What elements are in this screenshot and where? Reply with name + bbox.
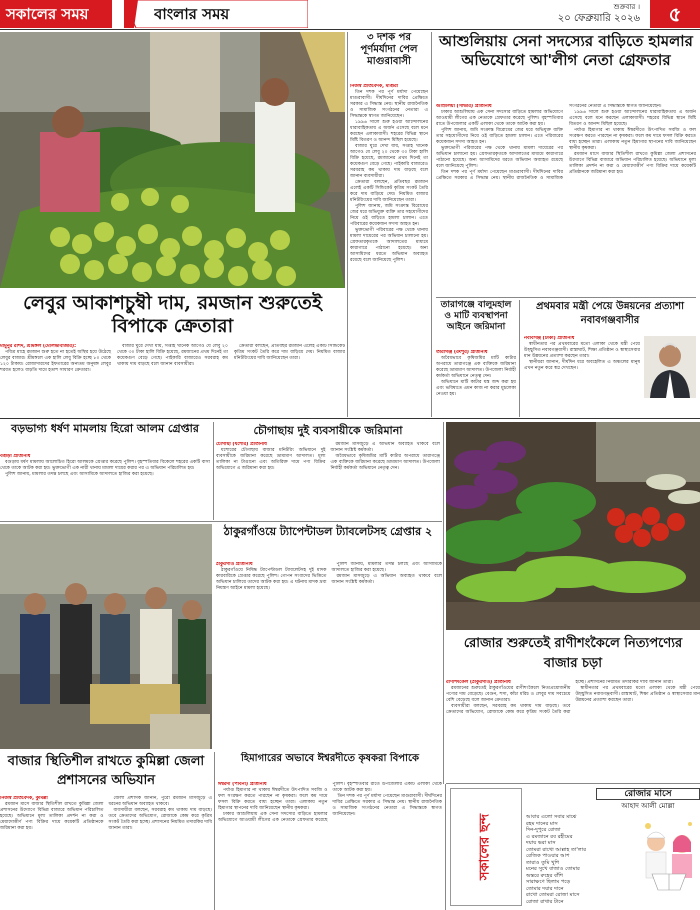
lemon-para-3: ক্রেতারা বলছেন, প্রতিবছর রমজান এলেই একটি সিন্ডিকেট কৃত্রিম সংকট তৈরি করে দাম বাড়িয়ে দেয়। নিয়মিত বাজার মনিটরিংয়ের দাবি জানিয়েছেন তারা। (234, 344, 345, 361)
fine-headline: চৌগাছায় দুই ব্যবসায়ীকে জরিমানা (253, 424, 403, 437)
poem-line: তারাও তুমি খুশি (526, 859, 560, 866)
farmer-body (218, 782, 442, 910)
comilla-headline: বাজার স্থিতিশীল রাখতে কুমিল্লা জেলা প্রশাসনের অভিযান (7, 754, 205, 788)
section-banner (124, 0, 308, 28)
tablet-para-3: রমজান মাসজুড়ে এ অভিযান অব্যাহত থাকবে বলে জানান সংশ্লিষ্ট কর্মকর্তা। (331, 574, 442, 585)
lemon-headline: লেবুর আকাশচুম্বী দাম, রমজান শুরুতেই বিপাকে ক্রেতারা (23, 292, 322, 337)
page-number-box (650, 0, 700, 28)
army-para-5: ১৯৯৬ সালে শুরু হওয়া আন্দোলনের ধারাবাহিকতায় এ অর্জন এসেছে বলে মনে করছেন এলাকাবাসী। শহরের বিভিন্ন স্থানে মিষ্টি বিতরণ ও আনন্দ মিছিল হয়েছে। (569, 110, 696, 127)
fine-para-2: রমজান মাসজুড়ে এ অভিযান অব্যাহত থাকবে বলে জানান সংশ্লিষ্ট কর্মকর্তা। (330, 442, 440, 453)
poem-line: দয়ায় ভরা মাস (526, 840, 556, 846)
brand-logo (0, 0, 112, 28)
poem-line: দিন-দুপুরে রোজা (526, 827, 561, 833)
rule-farmer-poem (445, 784, 446, 910)
rule-mid (0, 418, 700, 419)
page-number: ৫ (668, 2, 682, 26)
rape-body (0, 454, 210, 518)
army-para-6: পর্যাপ্ত হিমাগার না থাকায় ঈশ্বরদীতে উৎপাদিত সবজি ও ফল সংরক্ষণ করতে পারছেন না কৃষকরা। ফলে কম দামে ফসল বিক্রি করতে বাধ্য হচ্ছেন তারা। এলাকায় নতুন হিমাগার স্থাপনের দাবি জানিয়েছেন স্থানীয় কৃষকরা। (569, 128, 696, 151)
tablet-para-2: পুলিশ জানায়, মামলার তদন্ত চলছে এবং আসামিকে আদালতে হাজির করা হয়েছে। (331, 562, 442, 573)
poem-line: রহম দানের মাস (526, 820, 558, 827)
puratan-para-4: ক্রেতারা বলছেন, প্রতিবছর রমজান এলেই একটি সিন্ডিকেট কৃত্রিম সংকট তৈরি করে দাম বাড়িয়ে দেয়। নিয়মিত বাজার মনিটরিংয়ের দাবি জানিয়েছেন তারা। (350, 180, 428, 203)
poem-line: রোজা রাখার টানে (526, 898, 564, 905)
pm-para-2: স্থানীয়রা জানান, দীর্ঘদিন ধরে অবহেলিত এ অঞ্চলের মানুষ এখন নতুন করে স্বপ্ন দেখছেন। (524, 360, 640, 371)
rule-fine-bottom (0, 521, 442, 522)
comilla-body (0, 796, 212, 910)
children-illustration (638, 818, 700, 906)
puratan-para-1: তিন দশক পর পূর্ণ মর্যাদা পেয়েছেন মাগুরাবাসী। দীর্ঘদিনের দাবির প্রেক্ষিতে সরকার এ সিদ্ধান্ত নেয়। স্থানীয় রাজনৈতিক ও সামাজিক সংগঠনের নেতারা এ সিদ্ধান্তকে স্বাগত জানিয়েছেন। (350, 90, 428, 119)
puratan-para-2: ১৯৯৬ সালে শুরু হওয়া আন্দোলনের ধারাবাহিকতায় এ অর্জন এসেছে বলে মনে করছেন এলাকাবাসী। শহরের বিভিন্ন স্থানে মিষ্টি বিতরণ ও আনন্দ মিছিল হয়েছে। (350, 120, 428, 143)
lemon-para-1: পবিত্র মাহে রমজান শুরু হতে না হতেই অস্থির হয়ে উঠেছে লেবুর বাজার। শ্রীমঙ্গলে এক হালি লেবু বিক্রি হচ্ছে ৮০ থেকে ১২০ টাকায়। রোজাদারদের ইফতারের অন্যতম অনুষঙ্গ লেবুর শরবত হলেও বাড়তি দামে হতাশ সাধারণ ক্রেতারা। (0, 350, 111, 373)
poem-line: অন্তরে রুহের বাঁশি (526, 872, 563, 879)
market-body (446, 680, 700, 780)
comilla-para-1: রমজান মাসে বাজার স্থিতিশীল রাখতে কুমিল্লা জেলা প্রশাসনের উদ্যোগে বিভিন্ন বাজারে অভিযান পরিচালিত হয়েছে। অভিযানে মূল্য তালিকা প্রদর্শন না করা ও মেয়াদোত্তীর্ণ পণ্য বিক্রির দায়ে কয়েকটি প্রতিষ্ঠানকে জরিমানা করা হয়। (0, 802, 104, 831)
market-para-2: ব্যবসায়ীরা বলছেন, সরবরাহ কম থাকায় দাম বাড়ছে। তবে ক্রেতাদের অভিযোগ, রোজাকে কেন্দ্র করে কৃত্রিম সংকট তৈরি করা হচ্ছে। প্রশাসনের নিয়মিত তদারকির দাবি জানান তারা। (446, 680, 674, 715)
vegetable-market-photo (446, 422, 700, 630)
lemon-byline: মামুনুর রশিদ, শ্রীমঙ্গল (মৌলভীবাজার): (0, 344, 77, 349)
rule-sand-pm (519, 300, 520, 417)
comilla-para-2: জেলা প্রশাসক জানান, পুরো রমজান মাসজুড়ে এ ধরনের অভিযান অব্যাহত থাকবে। (108, 796, 212, 807)
brand-name: সকালের সময় (6, 5, 89, 23)
pm-byline: নবাবগঞ্জ (ঢাকা) প্রতিনিধি (524, 336, 575, 341)
rule-army-bottom (436, 297, 696, 298)
rape-headline: বড়ভাগ্য ধর্ষণ মামলায় হিরো আলম গ্রেপ্তার (11, 422, 199, 435)
rule-lemon-puratan (347, 32, 348, 417)
poem-line: তোমরা রাখো আল্লাহ তা'লার (526, 846, 587, 853)
army-para-7: রমজান মাসে বাজার স্থিতিশীল রাখতে কুমিল্লা জেলা প্রশাসনের উদ্যোগে বিভিন্ন বাজারে অভিযান পরিচালিত হয়েছে। অভিযানে মূল্য তালিকা প্রদর্শন না করা ও মেয়াদোত্তীর্ণ পণ্য বিক্রির দায়ে কয়েকটি প্রতিষ্ঠানকে জরিমানা করা হয়। (569, 152, 696, 175)
minister-portrait (644, 336, 696, 398)
poem-line: এ রমজানে রব রহীমের (526, 833, 573, 840)
rule-market-bottom (446, 783, 700, 784)
lemon-market-photo (0, 32, 345, 288)
poem-title: রোজার মাসে (596, 788, 700, 800)
header-date: ২০ ফেব্রুয়ারি ২০২৬ (557, 13, 640, 24)
rape-para-2: পুলিশ জানায়, মামলার তদন্ত চলছে এবং আসামিকে আদালতে হাজির করা হয়েছে। (5, 472, 154, 477)
puratan-byline: নিজস্ব প্রতিবেদক, মাগুরা (350, 84, 398, 89)
army-para-3: ভুক্তভোগী পরিবারের পক্ষ থেকে থানায় মামলা দায়েরের পর অভিযান চালানো হয়। গ্রেফতারকৃতকে আদালতের মাধ্যমে কারাগারে পাঠানো হয়েছে। অন্য আসামিদের ধরতে অভিযান অব্যাহত রয়েছে বলে জানিয়েছে পুলিশ। (436, 146, 563, 169)
tablet-byline: ঠাকুরগাঁও প্রতিনিধি (216, 562, 253, 567)
market-para-1: রমজানের শুরুতেই ঠাকুরগাঁওয়ের রাণীশংকৈলে নিত্যপ্রয়োজনীয় পণ্যের দাম বেড়েছে। বেগুন, শসা, কাঁচা মরিচ ও লেবুর দাম সবচেয়ে বেশি বেড়েছে বলে জানান ক্রেতারা। (446, 686, 571, 703)
army-headline: আশুলিয়ায় সেনা সদস্যের বাড়িতে হামলার অভিযোগে আ'লীগ নেতা গ্রেফতার (439, 32, 693, 69)
farmer-byline: ঈশ্বরদী (পাবনা) প্রতিনিধি (218, 782, 267, 787)
rule-rape-fine (213, 422, 214, 520)
children-reading-illustration (638, 818, 700, 906)
tablet-body (216, 562, 442, 632)
rule-puratan-army (431, 32, 432, 417)
farmer-para-1: পর্যাপ্ত হিমাগার না থাকায় ঈশ্বরদীতে উৎপাদিত সবজি ও ফল সংরক্ষণ করতে পারছেন না কৃষকরা। ফলে কম দামে ফসল বিক্রি করতে বাধ্য হচ্ছেন তারা। এলাকায় নতুন হিমাগার স্থাপনের দাবি জানিয়েছেন স্থানীয় কৃষকরা। (218, 788, 328, 811)
market-headline: রোজার শুরুতেই রাণীশংকৈলে নিত্যপণ্যের বাজার চড়া (463, 636, 683, 671)
puratan-headline: ৩ দশক পর পূর্ণমর্যাদা পেল মাগুরাবাসী (360, 32, 418, 67)
lemon-para-2: বাজার ঘুরে দেখা যায়, সপ্তাহ খানেক আগেও যে লেবু ২০ থেকে ৩০ টাকা হালি বিক্রি হয়েছে, রমজানের প্রথম দিনেই তা কয়েকগুণ বেড়ে গেছে। পাইকারি বাজারেও সরবরাহ কম থাকায় দাম বাড়ছে বলে জানান ব্যবসায়ীরা। (117, 344, 228, 367)
army-body (436, 104, 696, 294)
header-day: শুক্রবার । (613, 3, 640, 11)
poem-line: রেজিক পাওয়ার আশ (526, 853, 570, 859)
poem-box (526, 788, 700, 908)
army-para-4: তিন দশক পর পূর্ণ মর্যাদা পেয়েছেন মাগুরাবাসী। দীর্ঘদিনের দাবির প্রেক্ষিতে সরকার এ সিদ্ধান্ত নেয়। স্থানীয় রাজনৈতিক ও সামাজিক সংগঠনের নেতারা এ সিদ্ধান্তকে স্বাগত জানিয়েছেন। (436, 104, 662, 181)
puratan-body (350, 84, 428, 414)
comilla-para-3: ব্যবসায়ীরা বলছেন, সরবরাহ কম থাকায় দাম বাড়ছে। তবে ক্রেতাদের অভিযোগ, রোজাকে কেন্দ্র করে কৃত্রিম সংকট তৈরি করা হচ্ছে। প্রশাসনের নিয়মিত তদারকির দাবি জানান তারা। (108, 808, 212, 831)
farmer-para-2: ঢাকার আশুলিয়ায় এক সেনা সদস্যের বাড়িতে হামলার অভিযোগে আওয়ামী লীগের এক নেতাকে গ্রেফতার করেছে পুলিশ। বৃহস্পতিবার রাতে উপজেলার একটি এলাকা থেকে তাকে আটক করা হয়। (218, 782, 442, 823)
page-header (0, 0, 700, 30)
poem-line: মনের সুখে বাজাও তোমার (526, 866, 580, 872)
poem-line: তোমার দয়ার দানে (526, 885, 564, 892)
vegetable-photo-illustration (446, 422, 700, 630)
poem-line: আবার এলো সবার মাঝে (526, 814, 577, 820)
tablet-headline: ঠাকুরগাঁওয়ে ট্যাপেন্টাডল ট্যাবলেটসহ গ্রেপ্তার ২ (223, 525, 433, 538)
officials-photo-illustration (0, 524, 212, 749)
sand-para-1: অবৈধভাবে কৃষিজমির মাটি কাটার অপরাধে তারাগঞ্জে এক ব্যক্তিকে জরিমানা করেছে ভ্রাম্যমাণ আদালত। উপজেলা নির্বাহী কর্মকর্তা অভিযানে নেতৃত্ব দেন। (436, 356, 516, 379)
poem-line: সারাক্ষণে ছিলাম পড়ে (526, 879, 571, 885)
sand-body (436, 350, 516, 416)
lemon-photo-illustration (0, 32, 345, 288)
lemon-body (0, 344, 345, 416)
minister-portrait-illustration (644, 336, 696, 398)
fine-body (216, 442, 440, 518)
rape-byline: বগুড়া প্রতিনিধি (0, 454, 31, 459)
market-byline: রাণীশংকৈল (ঠাকুরগাঁও) প্রতিনিধি (446, 680, 511, 685)
fine-para-1: যশোরের চৌগাছায় বাজার মনিটরিং অভিযানে দুই ব্যবসায়ীকে জরিমানা করেছে ভ্রাম্যমাণ আদালত। মূল্য তালিকা না টাঙানো এবং অতিরিক্ত দামে পণ্য বিক্রির অভিযোগে এ জরিমানা করা হয়। (216, 448, 326, 471)
pm-para-1: স্বাধীনতার পর প্রথমবারের মতো এলাকা থেকে মন্ত্রী পেয়ে উচ্ছ্বসিত নবাবগঞ্জবাসী। রাস্তাঘাট, শিক্ষা প্রতিষ্ঠান ও স্বাস্থ্যসেবার মান উন্নয়নের প্রত্যাশা করছেন তারা। (524, 342, 640, 359)
fine-para-3: অবৈধভাবে কৃষিজমির মাটি কাটার অপরাধে তারাগঞ্জে এক ব্যক্তিকে জরিমানা করেছে ভ্রাম্যমাণ আদালত। উপজেলা নির্বাহী কর্মকর্তা অভিযানে নেতৃত্ব দেন। (330, 454, 440, 471)
sand-byline: তারাগঞ্জ (রংপুর) প্রতিনিধি (436, 350, 488, 355)
rule-tablet-market (443, 422, 444, 784)
poem-line: রাখো তোমরা রোজা মাসে (526, 892, 580, 898)
section-title: বাংলার সময় (154, 5, 230, 23)
comilla-byline: নিজস্ব প্রতিবেদক, কুমিল্লা (0, 796, 48, 801)
comilla-officials-photo (0, 524, 212, 749)
header-rule (0, 29, 700, 30)
sand-para-2: অভিযানে মাটি কাটার যন্ত্র জব্দ করা হয় এবং ভবিষ্যতে এমন কাজ না করার মুচলেকা নেওয়া হয়। (436, 380, 516, 397)
puratan-para-5: পুলিশ জানায়, জমি সংক্রান্ত বিরোধের জের ধরে অভিযুক্ত ব্যক্তি তার সহযোগীদের নিয়ে ওই বাড়িতে হামলা চালান। এতে পরিবারের কয়েকজন সদস্য আহত হন। (350, 204, 428, 227)
farmer-headline: হিমাগারের অভাবে ঈশ্বরদীতে কৃষকরা বিপাকে (241, 753, 419, 764)
pm-body (524, 336, 640, 416)
puratan-para-6: ভুক্তভোগী পরিবারের পক্ষ থেকে থানায় মামলা দায়েরের পর অভিযান চালানো হয়। গ্রেফতারকৃতকে আদালতের মাধ্যমে কারাগারে পাঠানো হয়েছে। অন্য আসামিদের ধরতে অভিযান অব্যাহত রয়েছে বলে জানিয়েছে পুলিশ। (350, 228, 428, 263)
poem-lines (526, 814, 636, 908)
sand-headline: তারাগঞ্জে বালুমহাল ও মাটি ব্যবস্থাপনা আইনে জরিমানা (440, 300, 512, 332)
fine-byline: চৌগাছা (যশোর) প্রতিনিধি (216, 442, 267, 447)
tablet-para-1: ঠাকুরগাঁওয়ে নিষিদ্ধ ট্যাপেন্টাডল ট্যাবলেটসহ দুই মাদক কারবারিকে গ্রেপ্তার করেছে পুলিশ। গোপন সংবাদের ভিত্তিতে অভিযান চালিয়ে তাদের আটক করা হয়। এ ঘটনায় মাদক দ্রব্য নিয়ন্ত্রণ আইনে মামলা হয়েছে। (216, 568, 327, 591)
farmer-para-3: তিন দশক পর পূর্ণ মর্যাদা পেয়েছেন মাগুরাবাসী। দীর্ঘদিনের দাবির প্রেক্ষিতে সরকার এ সিদ্ধান্ত নেয়। স্থানীয় রাজনৈতিক ও সামাজিক সংগঠনের নেতারা এ সিদ্ধান্তকে স্বাগত জানিয়েছেন। (332, 794, 442, 817)
rape-para-1: বগুড়ায় ধর্ষণ মামলায় আলোচিত হিরো আলমকে গ্রেপ্তার করেছে পুলিশ। বৃহস্পতিবার বিকেলে শহরের একটি বাসা থেকে তাকে আটক করা হয়। ভুক্তভোগী এক নারী থানায় মামলা দায়ের করার পর এ অভিযান পরিচালিত হয়। (0, 460, 210, 471)
sokaler-chhondo-box (450, 788, 522, 906)
sokaler-chhondo-label: সকালের ছন্দ (477, 813, 493, 881)
army-para-1: ঢাকার আশুলিয়ায় এক সেনা সদস্যের বাড়িতে হামলার অভিযোগে আওয়ামী লীগের এক নেতাকে গ্রেফতার করেছে পুলিশ। বৃহস্পতিবার রাতে উপজেলার একটি এলাকা থেকে তাকে আটক করা হয়। (436, 110, 563, 127)
puratan-para-3: বাজার ঘুরে দেখা যায়, সপ্তাহ খানেক আগেও যে লেবু ২০ থেকে ৩০ টাকা হালি বিক্রি হয়েছে, রমজানের প্রথম দিনেই তা কয়েকগুণ বেড়ে গেছে। পাইকারি বাজারেও সরবরাহ কম থাকায় দাম বাড়ছে বলে জানান ব্যবসায়ীরা। (350, 144, 428, 179)
market-para-3: স্বাধীনতার পর প্রথমবারের মতো এলাকা থেকে মন্ত্রী পেয়ে উচ্ছ্বসিত নবাবগঞ্জবাসী। রাস্তাঘাট, শিক্ষা প্রতিষ্ঠান ও স্বাস্থ্যসেবার মান উন্নয়নের প্রত্যাশা করছেন তারা। (575, 686, 700, 703)
rule-comilla-farmer (214, 752, 215, 910)
pm-headline: প্রথমবার মন্ত্রী পেয়ে উন্নয়নের প্রত্যাশা নবাবগঞ্জবাসীর (536, 301, 684, 326)
army-byline: আশুলিয়া (সাভার) প্রতিনিধি (436, 104, 492, 109)
army-para-2: পুলিশ জানায়, জমি সংক্রান্ত বিরোধের জের ধরে অভিযুক্ত ব্যক্তি তার সহযোগীদের নিয়ে ওই বাড়িতে হামলা চালান। এতে পরিবারের কয়েকজন সদস্য আহত হন। (436, 128, 563, 145)
poem-author: আহাদ আলী মোল্লা (621, 802, 675, 810)
